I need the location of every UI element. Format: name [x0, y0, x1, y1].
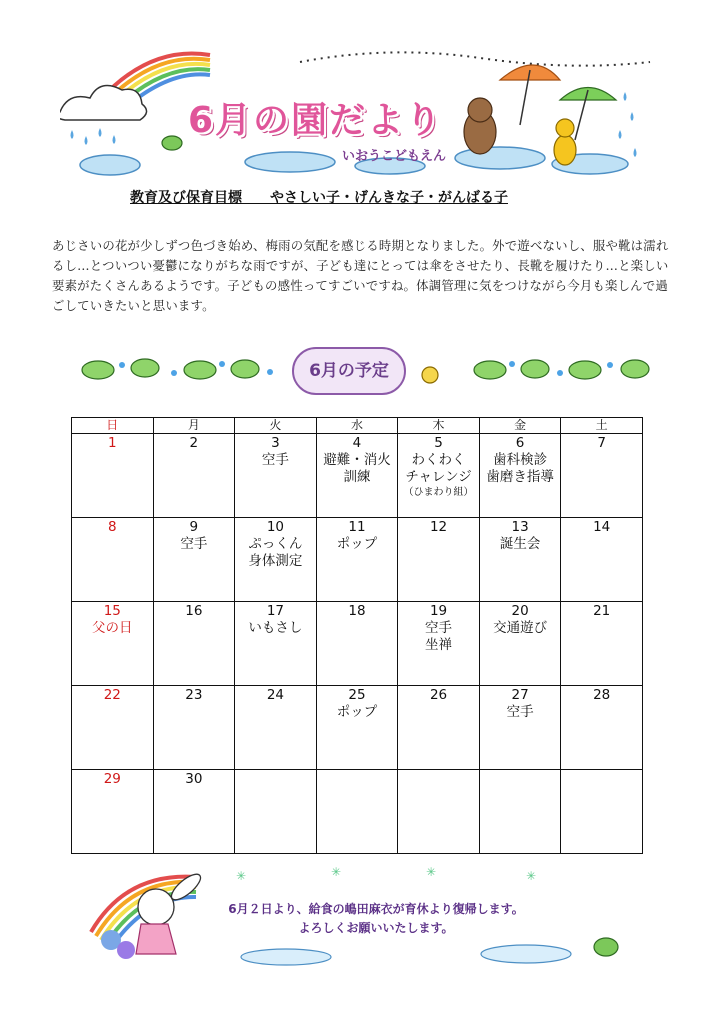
calendar-day-cell	[72, 770, 154, 854]
schedule-title: 6月の予定	[292, 347, 406, 395]
day-number: 13	[511, 519, 529, 535]
calendar-week-row	[72, 770, 643, 854]
day-number: 26	[429, 687, 448, 703]
day-event: 歯磨き指導	[486, 469, 554, 485]
calendar-day-cell	[479, 434, 561, 518]
day-event: 坐禅	[425, 637, 453, 653]
day-number: 10	[266, 519, 284, 535]
day-number: 14	[593, 519, 611, 535]
calendar-day-cell	[316, 518, 398, 602]
day-event: チャレンジ	[405, 469, 472, 485]
calendar-week-row	[72, 602, 643, 686]
svg-text:✳: ✳	[426, 865, 437, 879]
weekday-header: 土	[561, 418, 643, 434]
weekday-header: 金	[479, 418, 561, 434]
day-event: 身体測定	[248, 553, 303, 569]
calendar-day-cell	[316, 434, 398, 518]
calendar-day-cell	[479, 602, 561, 686]
calendar-day-cell	[479, 686, 561, 770]
calendar-day-cell	[479, 770, 561, 854]
day-event: 父の日	[92, 620, 133, 636]
day-number: 5	[434, 435, 443, 451]
weekday-header: 日	[72, 418, 154, 434]
calendar-day-cell	[479, 518, 561, 602]
education-goal: 教育及び保育目標 やさしい子・げんきな子・がんばる子	[130, 190, 508, 206]
day-event: 空手	[425, 620, 453, 636]
day-number: 7	[597, 435, 606, 451]
day-event: ポップ	[336, 536, 378, 552]
day-event: 訓練	[343, 469, 371, 485]
day-number: 6	[515, 435, 525, 451]
day-event: ぷっくん	[248, 536, 303, 552]
day-number: 16	[185, 603, 203, 619]
weekday-header: 水	[316, 418, 398, 434]
day-event-note: （ひまわり組）	[403, 487, 474, 498]
calendar-day-cell	[235, 434, 317, 518]
day-number: 22	[103, 687, 121, 703]
day-number: 15	[103, 603, 121, 619]
calendar-day-cell	[235, 602, 317, 686]
calendar-day-cell	[561, 770, 643, 854]
day-number: 24	[266, 687, 284, 703]
day-number: 1	[107, 435, 117, 451]
day-number: 2	[189, 435, 199, 451]
calendar-day-cell	[561, 434, 643, 518]
day-event: 歯科検診	[493, 452, 548, 468]
intro-paragraph: あじさいの花が少しずつ色づき始め、梅雨の気配を感じる時期となりました。外で遊べないし、服や靴は濡れるし…とついつい憂鬱になりがちな雨ですが、子ども達にとっては傘をさせたり、長靴を履けたり…と楽しい要素がたくさんあるようです。子どもの感性ってすごいですね。体調管理に気をつけながら今月も楽しんで過ごしていきたいと思います。	[52, 238, 669, 313]
day-event: 避難・消火	[323, 452, 391, 468]
calendar-week-row	[72, 518, 643, 602]
day-event: 空手	[261, 452, 289, 468]
day-number: 8	[107, 519, 117, 535]
weekday-header: 火	[235, 418, 317, 434]
calendar-day-cell	[72, 602, 154, 686]
calendar-day-cell	[72, 518, 154, 602]
day-number: 20	[511, 603, 529, 619]
calendar-week-row	[72, 686, 643, 770]
calendar-day-cell	[398, 518, 480, 602]
day-event: 誕生会	[499, 536, 541, 552]
calendar-day-cell	[561, 602, 643, 686]
calendar-day-cell	[153, 518, 235, 602]
day-number: 23	[185, 687, 203, 703]
calendar-day-cell	[398, 602, 480, 686]
day-number: 29	[103, 771, 121, 787]
june-calendar	[71, 417, 643, 854]
day-number: 3	[271, 435, 280, 451]
calendar-day-cell	[153, 434, 235, 518]
day-number: 12	[429, 519, 448, 535]
weekday-header: 月	[153, 418, 235, 434]
calendar-week-row	[72, 434, 643, 518]
school-name: いおうこどもえん	[342, 149, 447, 164]
calendar-day-cell	[398, 434, 480, 518]
calendar-day-cell	[153, 770, 235, 854]
day-number: 17	[266, 603, 284, 619]
calendar-day-cell	[398, 770, 480, 854]
day-number: 19	[429, 603, 448, 619]
day-number: 9	[189, 519, 199, 535]
day-number: 11	[348, 519, 366, 535]
calendar-day-cell	[235, 518, 317, 602]
svg-text:✳: ✳	[331, 865, 342, 879]
staff-return-notice	[216, 900, 536, 938]
footer-banner	[86, 862, 656, 972]
calendar-day-cell	[398, 686, 480, 770]
day-number: 28	[593, 687, 611, 703]
calendar-day-cell	[72, 434, 154, 518]
svg-text:✳: ✳	[526, 869, 537, 883]
header-banner	[60, 40, 660, 190]
notice-line-1: 6月２日より、給食の嶋田麻衣が育休より復帰します。	[228, 902, 524, 916]
calendar-day-cell	[153, 602, 235, 686]
day-number: 27	[511, 687, 529, 703]
day-number: 30	[185, 771, 203, 787]
day-event: 空手	[180, 536, 208, 552]
calendar-day-cell	[561, 686, 643, 770]
calendar-day-cell	[235, 770, 317, 854]
day-number: 18	[348, 603, 366, 619]
calendar-day-cell	[316, 602, 398, 686]
notice-line-2: よろしくお願いいたします。	[298, 921, 454, 935]
schedule-banner	[80, 340, 660, 400]
day-number: 25	[348, 687, 366, 703]
calendar-day-cell	[316, 770, 398, 854]
day-event: わくわく	[411, 452, 466, 468]
calendar-day-cell	[316, 686, 398, 770]
calendar-day-cell	[153, 686, 235, 770]
day-event: いもさし	[248, 620, 303, 636]
day-event: 空手	[506, 704, 534, 720]
day-event: ポップ	[336, 704, 378, 720]
day-event: 交通遊び	[493, 620, 548, 636]
calendar-day-cell	[561, 518, 643, 602]
calendar-day-cell	[72, 686, 154, 770]
calendar-day-cell	[235, 686, 317, 770]
weekday-header-row	[72, 418, 643, 434]
svg-text:✳: ✳	[236, 869, 247, 883]
newsletter-title: 6月の園だより	[188, 100, 444, 141]
day-number: 4	[352, 435, 362, 451]
day-number: 21	[593, 603, 611, 619]
weekday-header: 木	[398, 418, 480, 434]
